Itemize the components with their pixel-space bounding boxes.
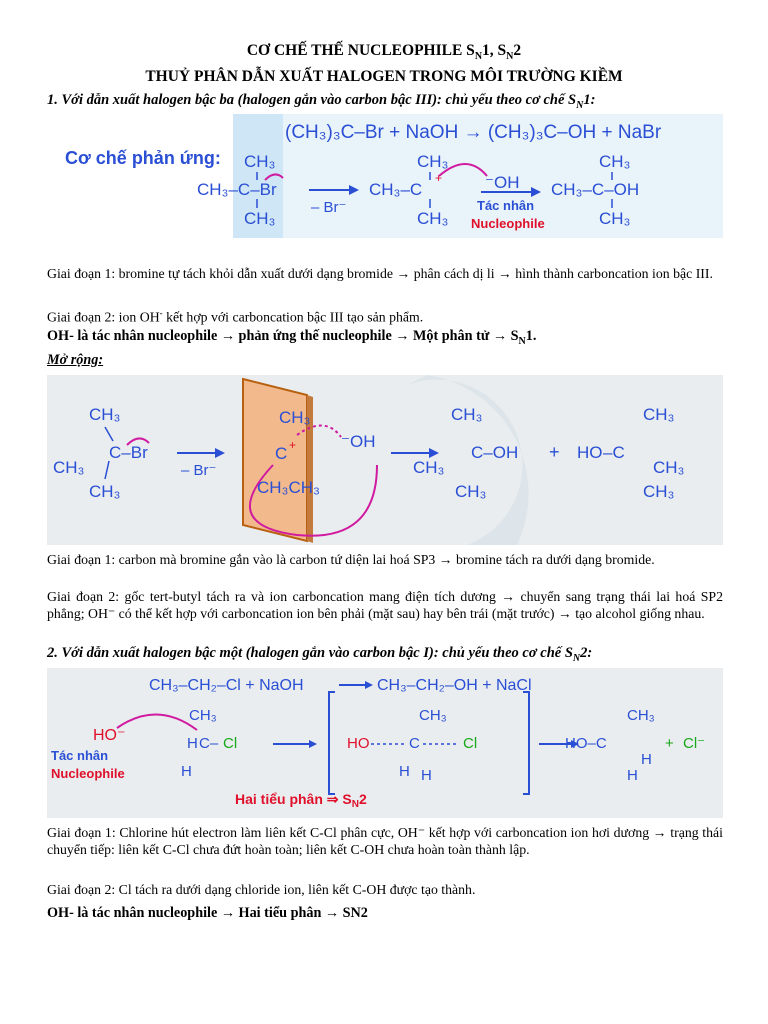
ext-step-2: Giai đoạn 2: gốc tert-butyl tách ra và ion carboncation mang điện tích dương → chuyển sang trạng thái lai hoá SP2 phẳng; OH⁻ có thể kết hợp với carboncation ion bên phải (mặt sau) hay bên trái (mặt trước) → tạo alcohol giống nhau. [47, 589, 723, 621]
svg-text:–C: –C [603, 443, 625, 462]
sn2-summary: OH- là tác nhân nucleophile → Hai tiểu phân → SN2 [47, 905, 368, 921]
sn2-equation-right: CH₃–CH₂–OH + NaCl [377, 677, 532, 694]
sn1-step-1: Giai đoạn 1: bromine tự tách khỏi dẫn xuất dưới dạng bromide → phân cách dị li → hình thành carboncation ion bậc III. [47, 266, 713, 281]
svg-text:CH₃: CH₃ [244, 209, 276, 228]
svg-text:CH₃: CH₃ [189, 707, 217, 724]
sn1-mechanism-figure [47, 112, 723, 240]
svg-text:H: H [421, 767, 432, 784]
svg-text:CH₃: CH₃ [455, 482, 487, 501]
svg-text:H: H [187, 735, 198, 752]
svg-text:CH₃CH₃: CH₃CH₃ [257, 478, 320, 497]
svg-text:CH₃: CH₃ [244, 152, 276, 171]
svg-text:CH₃: CH₃ [417, 209, 449, 228]
minus-br-label-2: – Br⁻ [181, 462, 217, 479]
svg-text:C–: C– [199, 735, 219, 752]
svg-text:H: H [641, 751, 652, 768]
mechanism-label: Cơ chế phản ứng: [65, 148, 221, 168]
ext-step-1: Giai đoạn 1: carbon mà bromine gắn vào là carbon tứ diện lai hoá SP3 → bromine tách ra dưới dạng bromide. [47, 552, 655, 567]
svg-text:CH₃: CH₃ [53, 458, 85, 477]
chloride-ion: Cl⁻ [683, 735, 706, 752]
svg-text:CH₃: CH₃ [599, 152, 631, 171]
title-line-2: THUỶ PHÂN DẪN XUẤT HALOGEN TRONG MÔI TRƯỜNG KIỀM [145, 68, 623, 85]
sn2-nucleophile-2: Nucleophile [51, 766, 125, 781]
svg-text:HO: HO [347, 735, 370, 752]
hydroxide-label: ⁻OH [485, 173, 520, 192]
svg-text:C: C [275, 444, 288, 463]
plus-sign: + [549, 442, 560, 462]
ho-label: HO [577, 443, 603, 462]
svg-text:Cl: Cl [223, 735, 238, 752]
sn2-mechanism-figure [47, 668, 723, 818]
carbocation-figure [47, 375, 723, 545]
svg-text:Cl: Cl [463, 735, 478, 752]
sn2-nucleophile-1: Tác nhân [51, 748, 109, 763]
svg-text:H: H [181, 763, 192, 780]
svg-text:CH₃: CH₃ [279, 408, 311, 427]
svg-text:+: + [435, 171, 443, 185]
svg-text:CH₃: CH₃ [643, 405, 675, 424]
sn2-step-2: Giai đoạn 2: Cl tách ra dưới dạng chloride ion, liên kết C-OH được tạo thành. [47, 882, 476, 897]
svg-text:CH₃: CH₃ [419, 707, 447, 724]
svg-text:CH₃: CH₃ [89, 405, 121, 424]
nucleophile-label-1: Tác nhân [477, 198, 535, 213]
sn2-equation-left: CH₃–CH₂–Cl + NaOH [149, 677, 304, 694]
svg-text:C–OH: C–OH [471, 443, 519, 462]
sn1-equation: (CH₃)₃C–Br + NaOH → (CH₃)₃C–OH + NaBr [285, 122, 662, 143]
sn1-step-2: Giai đoạn 2: ion OH- kết hợp với carboncation bậc III tạo sản phẩm. [47, 308, 424, 325]
svg-text:CH₃: CH₃ [417, 152, 449, 171]
sn1-summary: OH- là tác nhân nucleophile → phản ứng thế nucleophile → Một phân tử → $S_N1$. [47, 328, 537, 347]
svg-text:CH₃: CH₃ [643, 482, 675, 501]
svg-text:HO⁻: HO⁻ [93, 727, 126, 744]
svg-text:CH₃: CH₃ [413, 458, 445, 477]
svg-text:CH₃: CH₃ [89, 482, 121, 501]
svg-text:H: H [627, 767, 638, 784]
title-line-1: CƠ CHẾ THẾ NUCLEOPHILE $S_N1$, $S_N2$ [246, 42, 522, 63]
svg-text:CH₃: CH₃ [653, 458, 685, 477]
svg-text:C: C [409, 735, 420, 752]
svg-text:CH₃–C: CH₃–C [369, 180, 423, 199]
svg-text:CH₃–C–OH: CH₃–C–OH [551, 180, 640, 199]
svg-text:+: + [665, 735, 674, 752]
hydroxide-label-2: ⁻OH [341, 432, 376, 451]
nucleophile-label-2: Nucleophile [471, 216, 545, 231]
section-2-heading: 2. Với dẫn xuất halogen bậc một (halogen gắn vào carbon bậc I): chủ yếu theo cơ chế $S_N2$: [47, 645, 593, 664]
section-1-heading: 1. Với dẫn xuất halogen bậc ba (halogen gắn vào carbon bậc III): chủ yếu theo cơ chế $S_N1$: [47, 92, 596, 111]
svg-text:CH₃: CH₃ [451, 405, 483, 424]
svg-text:CH₃–C–Br: CH₃–C–Br [197, 180, 277, 199]
svg-text:C–Br: C–Br [109, 443, 148, 462]
svg-text:H: H [399, 763, 410, 780]
svg-text:CH₃: CH₃ [599, 209, 631, 228]
minus-br-label: – Br⁻ [311, 199, 347, 216]
svg-text:HO–C: HO–C [565, 735, 607, 752]
svg-text:CH₃: CH₃ [627, 707, 655, 724]
sn2-step-1: Giai đoạn 1: Chlorine hút electron làm liên kết C-Cl phân cực, OH⁻ kết hợp với carboncation ion hơi dương → trạng thái chuyển tiếp: liên kết C-Cl chưa đứt hoàn toàn; liên kết C-OH chưa hoàn toàn thành lập. [47, 825, 723, 857]
expand-heading: Mở rộng: [47, 352, 104, 368]
svg-text:+: + [289, 438, 297, 452]
two-species-label: Hai tiểu phân ⇒ $S_N2$ [235, 791, 367, 810]
